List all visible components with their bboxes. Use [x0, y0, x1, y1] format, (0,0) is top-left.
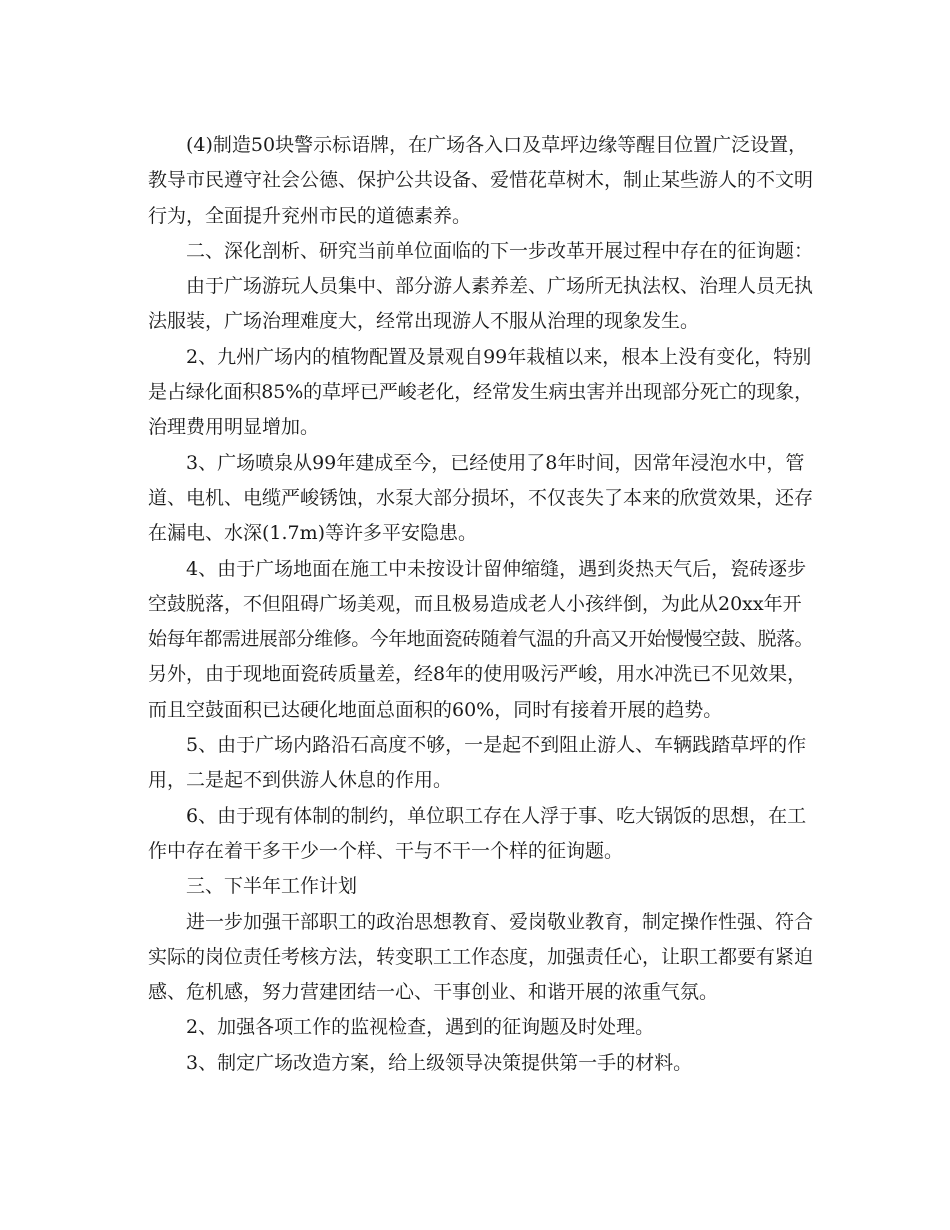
document-body [148, 128, 813, 1081]
text-line: 行为，全面提升兖州市民的道德素养。 [148, 204, 472, 227]
paragraph [148, 552, 813, 728]
paragraph [148, 728, 813, 799]
text-line: 感、危机感，努力营建团结一心、干事创业、和谐开展的浓重气氛。 [148, 981, 719, 1004]
text-line: 另外，由于现地面瓷砖质量差，经8年的使用吸污严峻，用水冲洗已不见效果， [148, 663, 807, 686]
text-line: 作中存在着干多干少一个样、干与不干一个样的征询题。 [148, 839, 624, 862]
text-line: 2、加强各项工作的监视检查，遇到的征询题及时处理。 [186, 1016, 655, 1039]
text-line: 始每年都需进展部分维修。今年地面瓷砖随着气温的升高又开始慢慢空鼓、脱落。 [148, 628, 813, 651]
text-line: 法服装，广场治理难度大，经常出现游人不服从治理的现象发生。 [148, 310, 700, 333]
text-line: 而且空鼓面积已达硬化地面总面积的60%，同时有接着开展的趋势。 [148, 698, 723, 721]
text-line: 治理费用明显增加。 [148, 416, 320, 439]
text-line: 是占绿化面积85%的草坪已严峻老化，经常发生病虫害并出现部分死亡的现象， [148, 381, 813, 404]
paragraph [148, 869, 813, 904]
paragraph [148, 234, 813, 269]
text-line: 用，二是起不到供游人休息的作用。 [148, 769, 453, 792]
text-line: (4)制造50块警示标语牌，在广场各入口及草坪边缘等醒目位置广泛设置， [186, 134, 808, 156]
text-line: 2、九州广场内的植物配置及景观自99年栽植以来，根本上没有变化，特别 [186, 345, 812, 368]
paragraph [148, 446, 813, 552]
paragraph [148, 340, 813, 446]
text-line: 在漏电、水深(1.7m)等许多平安隐患。 [148, 522, 478, 545]
paragraph [148, 905, 813, 1011]
text-line: 教导市民遵守社会公德、保护公共设备、爱惜花草树木，制止某些游人的不文明 [148, 169, 813, 192]
paragraph [148, 1046, 813, 1081]
text-line: 空鼓脱落，不但阻碍广场美观，而且极易造成老人小孩绊倒，为此从20xx年开 [148, 592, 802, 615]
text-line: 进一步加强干部职工的政治思想教育、爱岗敬业教育，制定操作性强、符合 [186, 910, 813, 933]
paragraph [148, 128, 813, 234]
text-line: 3、制定广场改造方案，给上级领导决策提供第一手的材料。 [186, 1051, 693, 1074]
text-line: 4、由于广场地面在施工中未按设计留伸缩缝，遇到炎热天气后，瓷砖逐步 [186, 557, 807, 580]
text-line: 5、由于广场内路沿石高度不够，一是起不到阻止游人、车辆践踏草坪的作 [186, 734, 807, 757]
text-line: 6、由于现有体制的制约，单位职工存在人浮于事、吃大锅饭的思想，在工 [186, 804, 807, 827]
paragraph [148, 269, 813, 340]
text-line: 二、深化剖析、研究当前单位面临的下一步改革开展过程中存在的征询题： [186, 239, 813, 262]
paragraph [148, 799, 813, 870]
text-line: 3、广场喷泉从99年建成至今，已经使用了8年时间，因常年浸泡水中，管 [186, 451, 805, 474]
paragraph [148, 1010, 813, 1045]
text-line: 实际的岗位责任考核方法，转变职工工作态度，加强责任心，让职工都要有紧迫 [148, 945, 813, 968]
text-line: 由于广场游玩人员集中、部分游人素养差、广场所无执法权、治理人员无执 [186, 275, 813, 298]
text-line: 道、电机、电缆严峻锈蚀，水泵大部分损坏，不仅丧失了本来的欣赏效果，还存 [148, 486, 813, 509]
text-line: 三、下半年工作计划 [186, 875, 358, 898]
